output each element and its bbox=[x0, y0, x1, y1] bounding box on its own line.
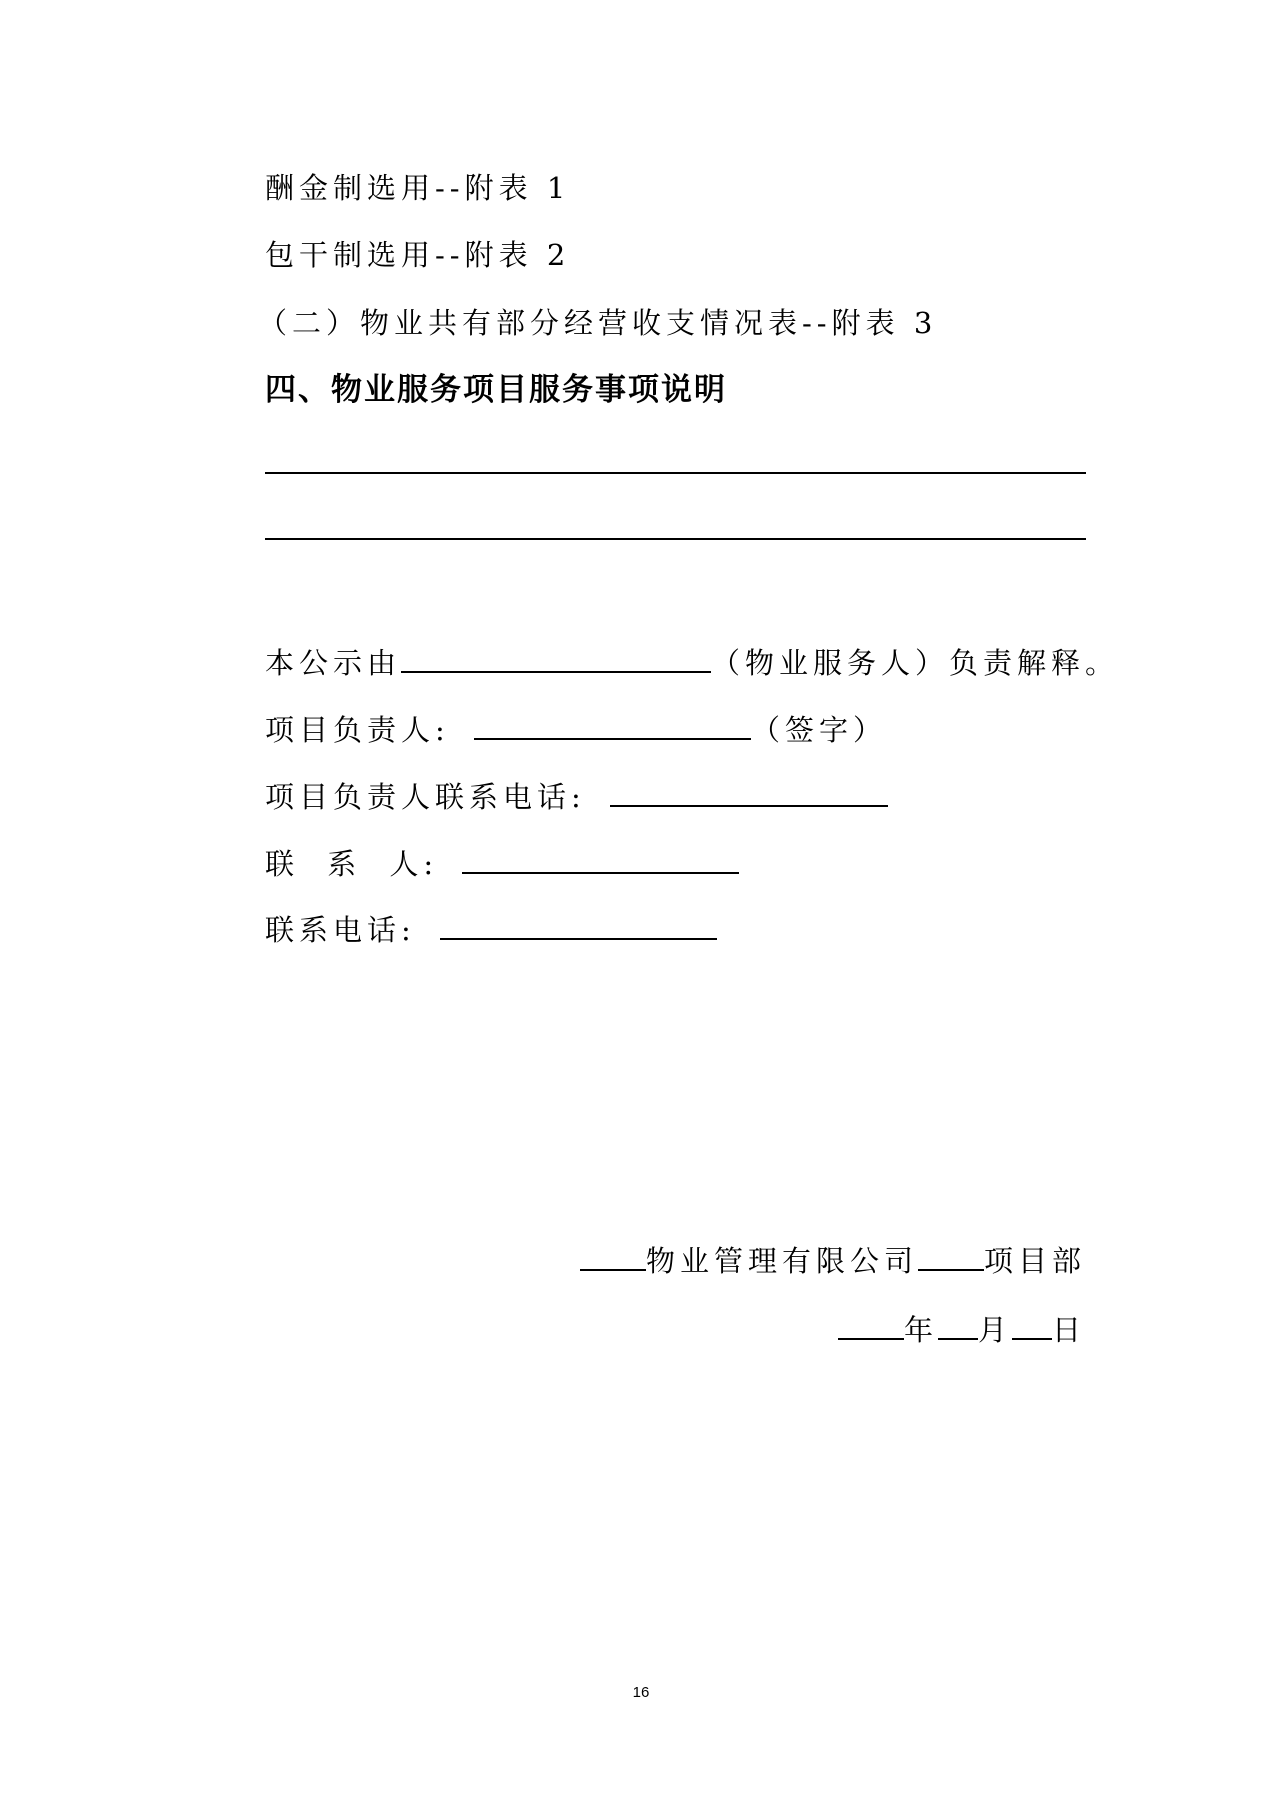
signature-note: （签字） bbox=[751, 713, 888, 747]
page-number: 16 bbox=[632, 1684, 650, 1701]
manager-signature-blank[interactable] bbox=[474, 708, 751, 740]
contact-label: 联 系 人: bbox=[265, 847, 439, 881]
company-suffix: 物业管理有限公司 bbox=[645, 1244, 918, 1278]
signature-line bbox=[580, 1239, 1086, 1281]
annex-1-line: 酬金制选用--附表 1 bbox=[265, 171, 571, 205]
explanation-line bbox=[265, 641, 1119, 683]
month-blank[interactable] bbox=[938, 1308, 978, 1340]
contact-phone-label: 联系电话: bbox=[265, 913, 416, 947]
manager-label: 项目负责人: bbox=[265, 713, 450, 747]
annex-3-line: （二）物业共有部分经营收支情况表--附表 3 bbox=[258, 306, 938, 340]
service-provider-blank[interactable] bbox=[401, 641, 711, 673]
year-blank[interactable] bbox=[838, 1308, 904, 1340]
contact-line bbox=[265, 842, 739, 884]
contact-phone-blank[interactable] bbox=[440, 908, 717, 940]
contact-blank[interactable] bbox=[462, 842, 739, 874]
explanation-prefix: 本公示由 bbox=[265, 646, 402, 680]
blank-rule-1 bbox=[265, 472, 1086, 474]
year-label: 年 bbox=[903, 1313, 938, 1347]
manager-line bbox=[265, 708, 887, 750]
day-blank[interactable] bbox=[1012, 1308, 1052, 1340]
annex-2-line: 包干制选用--附表 2 bbox=[265, 238, 571, 272]
contact-phone-line bbox=[265, 908, 717, 950]
explanation-suffix: （物业服务人）负责解释。 bbox=[711, 646, 1120, 680]
section-heading: 四、物业服务项目服务事项说明 bbox=[265, 372, 727, 408]
month-label: 月 bbox=[977, 1313, 1012, 1347]
manager-phone-line bbox=[265, 775, 888, 817]
project-name-blank[interactable] bbox=[918, 1239, 984, 1271]
blank-rule-2 bbox=[265, 538, 1086, 540]
dept-suffix: 项目部 bbox=[983, 1244, 1086, 1278]
date-line bbox=[838, 1308, 1086, 1350]
company-name-blank[interactable] bbox=[580, 1239, 646, 1271]
manager-phone-blank[interactable] bbox=[610, 775, 888, 807]
day-label: 日 bbox=[1051, 1313, 1086, 1347]
manager-phone-label: 项目负责人联系电话: bbox=[265, 780, 586, 814]
